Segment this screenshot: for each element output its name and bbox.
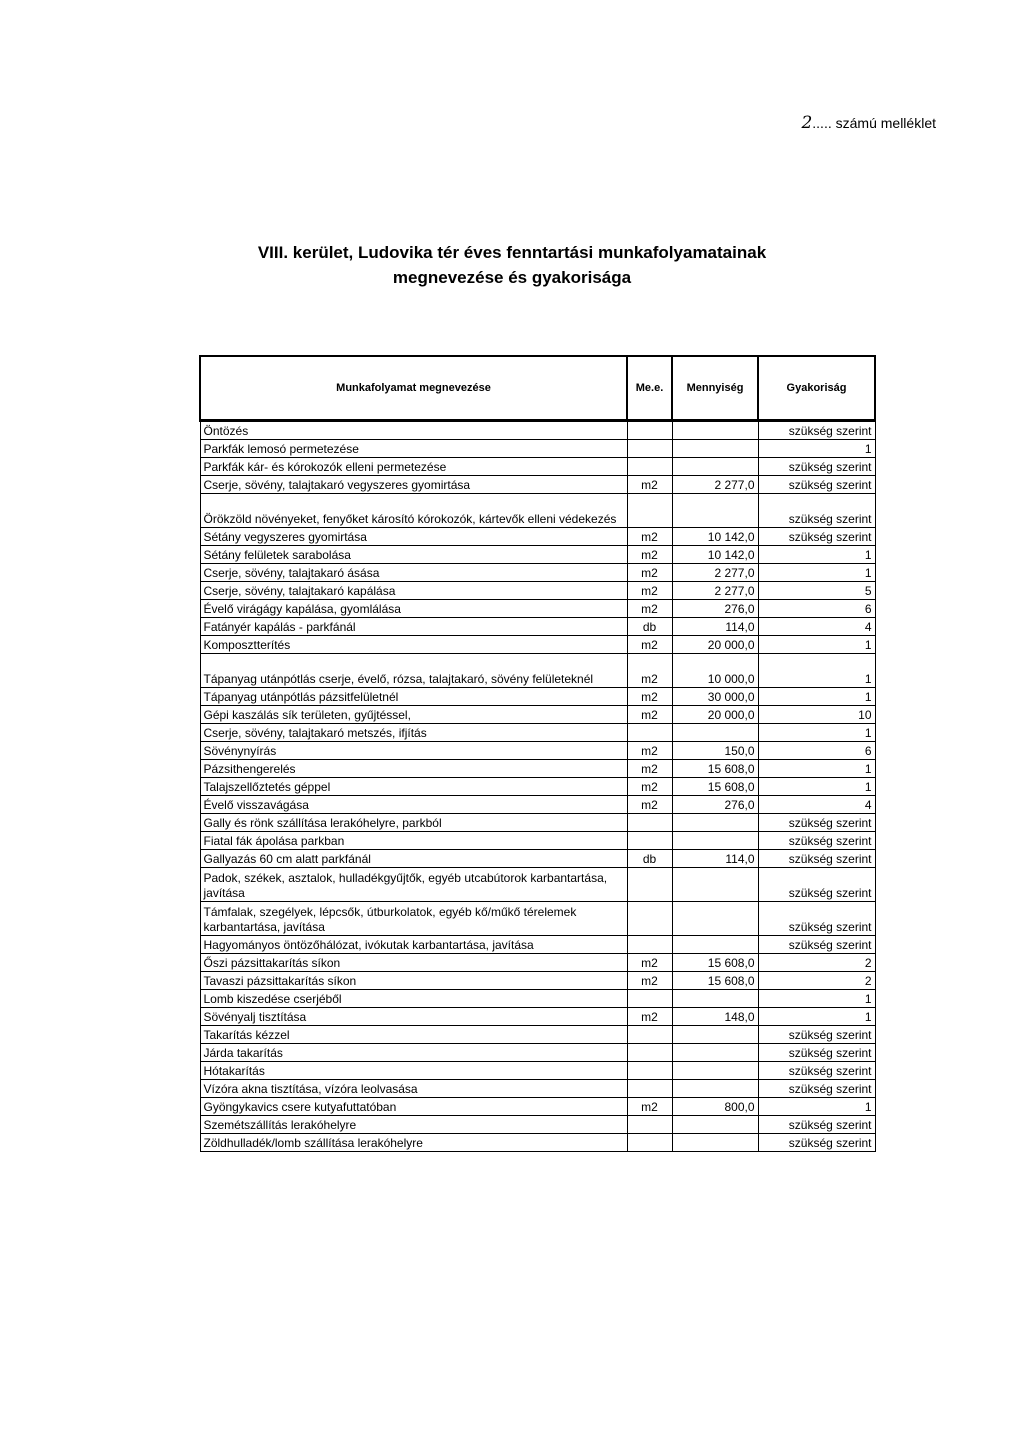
quantity-cell: 20 000,0 — [672, 636, 758, 654]
quantity-cell — [672, 421, 758, 440]
task-name-cell: Támfalak, szegélyek, lépcsők, útburkolatok, egyéb kő/műkő térelemek karbantartása, javítása — [200, 902, 627, 936]
quantity-cell — [672, 1026, 758, 1044]
quantity-cell — [672, 990, 758, 1008]
header-quantity: Mennyiség — [672, 356, 758, 421]
task-name-cell: Őszi pázsittakarítás síkon — [200, 954, 627, 972]
quantity-cell: 10 142,0 — [672, 528, 758, 546]
frequency-cell: 2 — [758, 954, 875, 972]
table-row — [200, 618, 875, 636]
task-name-cell: Gallyazás 60 cm alatt parkfánál — [200, 850, 627, 868]
table-row — [200, 494, 875, 528]
table-row — [200, 990, 875, 1008]
frequency-cell: szükség szerint — [758, 1026, 875, 1044]
document-title — [0, 240, 1024, 290]
frequency-cell: szükség szerint — [758, 528, 875, 546]
frequency-cell: szükség szerint — [758, 850, 875, 868]
unit-cell — [627, 902, 672, 936]
table-row — [200, 868, 875, 902]
unit-cell: m2 — [627, 706, 672, 724]
frequency-cell: 4 — [758, 796, 875, 814]
table-row — [200, 564, 875, 582]
unit-cell: m2 — [627, 528, 672, 546]
frequency-cell: 1 — [758, 440, 875, 458]
table-row — [200, 1062, 875, 1080]
task-name-cell: Cserje, sövény, talajtakaró ásása — [200, 564, 627, 582]
unit-cell: db — [627, 850, 672, 868]
frequency-cell: szükség szerint — [758, 476, 875, 494]
task-name-cell: Tavaszi pázsittakarítás síkon — [200, 972, 627, 990]
quantity-cell — [672, 832, 758, 850]
frequency-cell: 4 — [758, 618, 875, 636]
unit-cell: db — [627, 618, 672, 636]
task-name-cell: Cserje, sövény, talajtakaró vegyszeres gyomirtása — [200, 476, 627, 494]
unit-cell: m2 — [627, 742, 672, 760]
unit-cell: m2 — [627, 546, 672, 564]
quantity-cell: 20 000,0 — [672, 706, 758, 724]
quantity-cell — [672, 1116, 758, 1134]
quantity-cell — [672, 724, 758, 742]
frequency-cell: szükség szerint — [758, 1062, 875, 1080]
unit-cell: m2 — [627, 954, 672, 972]
quantity-cell: 15 608,0 — [672, 972, 758, 990]
task-name-cell: Parkfák lemosó permetezése — [200, 440, 627, 458]
unit-cell: m2 — [627, 972, 672, 990]
table-row — [200, 582, 875, 600]
task-name-cell: Fatányér kapálás - parkfánál — [200, 618, 627, 636]
unit-cell: m2 — [627, 564, 672, 582]
quantity-cell: 10 000,0 — [672, 654, 758, 688]
frequency-cell: szükség szerint — [758, 494, 875, 528]
frequency-cell: 1 — [758, 564, 875, 582]
unit-cell — [627, 936, 672, 954]
tasks-table — [199, 355, 876, 1152]
maintenance-table — [199, 355, 874, 1152]
header-unit: Me.e. — [627, 356, 672, 421]
table-row — [200, 1134, 875, 1152]
unit-cell — [627, 814, 672, 832]
unit-cell: m2 — [627, 796, 672, 814]
unit-cell — [627, 1026, 672, 1044]
quantity-cell: 30 000,0 — [672, 688, 758, 706]
frequency-cell: 1 — [758, 760, 875, 778]
quantity-cell: 150,0 — [672, 742, 758, 760]
task-name-cell: Járda takarítás — [200, 1044, 627, 1062]
unit-cell — [627, 494, 672, 528]
frequency-cell: szükség szerint — [758, 1044, 875, 1062]
table-row — [200, 972, 875, 990]
quantity-cell — [672, 902, 758, 936]
table-row — [200, 688, 875, 706]
frequency-cell: szükség szerint — [758, 868, 875, 902]
table-row — [200, 724, 875, 742]
unit-cell — [627, 440, 672, 458]
frequency-cell: 1 — [758, 724, 875, 742]
annex-label — [801, 113, 936, 133]
quantity-cell: 15 608,0 — [672, 954, 758, 972]
frequency-cell: 1 — [758, 990, 875, 1008]
frequency-cell: 6 — [758, 742, 875, 760]
unit-cell: m2 — [627, 760, 672, 778]
table-row — [200, 654, 875, 688]
quantity-cell — [672, 814, 758, 832]
unit-cell — [627, 1116, 672, 1134]
frequency-cell: szükség szerint — [758, 936, 875, 954]
quantity-cell: 276,0 — [672, 796, 758, 814]
task-name-cell: Cserje, sövény, talajtakaró metszés, ifjítás — [200, 724, 627, 742]
table-row — [200, 954, 875, 972]
unit-cell — [627, 1044, 672, 1062]
table-row — [200, 706, 875, 724]
frequency-cell: 1 — [758, 636, 875, 654]
task-name-cell: Padok, székek, asztalok, hulladékgyűjtők, egyéb utcabútorok karbantartása, javítása — [200, 868, 627, 902]
title-line-1: VIII. kerület, Ludovika tér éves fenntartási munkafolyamatainak — [257, 243, 767, 262]
task-name-cell: Parkfák kár- és kórokozók elleni permetezése — [200, 458, 627, 476]
table-row — [200, 600, 875, 618]
task-name-cell: Hótakarítás — [200, 1062, 627, 1080]
table-body — [200, 421, 875, 1152]
frequency-cell: 1 — [758, 654, 875, 688]
task-name-cell: Talajszellőztetés géppel — [200, 778, 627, 796]
table-row — [200, 1008, 875, 1026]
frequency-cell: szükség szerint — [758, 902, 875, 936]
unit-cell: m2 — [627, 636, 672, 654]
table-row — [200, 796, 875, 814]
table-row — [200, 1116, 875, 1134]
quantity-cell — [672, 1080, 758, 1098]
table-row — [200, 546, 875, 564]
task-name-cell: Tápanyag utánpótlás cserje, évelő, rózsa, talajtakaró, sövény felületeknél — [200, 654, 627, 688]
table-row — [200, 636, 875, 654]
table-row — [200, 1026, 875, 1044]
quantity-cell: 800,0 — [672, 1098, 758, 1116]
quantity-cell: 10 142,0 — [672, 546, 758, 564]
frequency-cell: 1 — [758, 688, 875, 706]
frequency-cell: 5 — [758, 582, 875, 600]
task-name-cell: Cserje, sövény, talajtakaró kapálása — [200, 582, 627, 600]
task-name-cell: Gépi kaszálás sík területen, gyűjtéssel, — [200, 706, 627, 724]
unit-cell — [627, 724, 672, 742]
task-name-cell: Gyöngykavics csere kutyafuttatóban — [200, 1098, 627, 1116]
task-name-cell: Szemétszállítás lerakóhelyre — [200, 1116, 627, 1134]
table-row — [200, 936, 875, 954]
quantity-cell: 2 277,0 — [672, 582, 758, 600]
unit-cell — [627, 832, 672, 850]
unit-cell: m2 — [627, 778, 672, 796]
table-row — [200, 440, 875, 458]
table-row — [200, 1080, 875, 1098]
unit-cell — [627, 458, 672, 476]
header-task-name: Munkafolyamat megnevezése — [200, 356, 627, 421]
task-name-cell: Fiatal fák ápolása parkban — [200, 832, 627, 850]
table-header-row — [200, 356, 875, 421]
task-name-cell: Sétány vegyszeres gyomirtása — [200, 528, 627, 546]
task-name-cell: Takarítás kézzel — [200, 1026, 627, 1044]
unit-cell: m2 — [627, 476, 672, 494]
task-name-cell: Örökzöld növényeket, fenyőket károsító kórokozók, kártevők elleni védekezés — [200, 494, 627, 528]
frequency-cell: 6 — [758, 600, 875, 618]
unit-cell: m2 — [627, 1008, 672, 1026]
frequency-cell: szükség szerint — [758, 458, 875, 476]
quantity-cell — [672, 1044, 758, 1062]
quantity-cell — [672, 1062, 758, 1080]
task-name-cell: Sövényalj tisztítása — [200, 1008, 627, 1026]
table-row — [200, 528, 875, 546]
annex-dots: ..... — [812, 115, 832, 131]
task-name-cell: Öntözés — [200, 421, 627, 440]
frequency-cell: 1 — [758, 1098, 875, 1116]
header-frequency: Gyakoriság — [758, 356, 875, 421]
quantity-cell — [672, 868, 758, 902]
quantity-cell: 2 277,0 — [672, 564, 758, 582]
task-name-cell: Lomb kiszedése cserjéből — [200, 990, 627, 1008]
quantity-cell: 15 608,0 — [672, 760, 758, 778]
frequency-cell: szükség szerint — [758, 832, 875, 850]
table-row — [200, 1044, 875, 1062]
task-name-cell: Évelő virágágy kapálása, gyomlálása — [200, 600, 627, 618]
task-name-cell: Komposztterítés — [200, 636, 627, 654]
quantity-cell — [672, 1134, 758, 1152]
unit-cell — [627, 1062, 672, 1080]
title-line-2: megnevezése és gyakorisága — [392, 268, 632, 287]
table-row — [200, 814, 875, 832]
frequency-cell: szükség szerint — [758, 1080, 875, 1098]
task-name-cell: Gally és rönk szállítása lerakóhelyre, parkból — [200, 814, 627, 832]
table-row — [200, 476, 875, 494]
unit-cell: m2 — [627, 1098, 672, 1116]
table-row — [200, 778, 875, 796]
task-name-cell: Hagyományos öntözőhálózat, ivókutak karbantartása, javítása — [200, 936, 627, 954]
unit-cell — [627, 868, 672, 902]
quantity-cell — [672, 440, 758, 458]
table-row — [200, 850, 875, 868]
frequency-cell: 1 — [758, 546, 875, 564]
task-name-cell: Pázsithengerelés — [200, 760, 627, 778]
unit-cell — [627, 421, 672, 440]
unit-cell — [627, 1134, 672, 1152]
task-name-cell: Sétány felületek sarabolása — [200, 546, 627, 564]
table-row — [200, 760, 875, 778]
annex-text: számú melléklet — [835, 115, 936, 131]
task-name-cell: Tápanyag utánpótlás pázsitfelületnél — [200, 688, 627, 706]
frequency-cell: szükség szerint — [758, 421, 875, 440]
unit-cell: m2 — [627, 688, 672, 706]
quantity-cell: 15 608,0 — [672, 778, 758, 796]
quantity-cell — [672, 494, 758, 528]
frequency-cell: 2 — [758, 972, 875, 990]
table-row — [200, 902, 875, 936]
table-row — [200, 832, 875, 850]
quantity-cell — [672, 458, 758, 476]
task-name-cell: Vízóra akna tisztítása, vízóra leolvasása — [200, 1080, 627, 1098]
unit-cell — [627, 1080, 672, 1098]
quantity-cell: 114,0 — [672, 850, 758, 868]
unit-cell — [627, 990, 672, 1008]
unit-cell: m2 — [627, 654, 672, 688]
frequency-cell: szükség szerint — [758, 814, 875, 832]
quantity-cell: 114,0 — [672, 618, 758, 636]
table-row — [200, 742, 875, 760]
frequency-cell: 1 — [758, 778, 875, 796]
quantity-cell: 276,0 — [672, 600, 758, 618]
table-row — [200, 1098, 875, 1116]
frequency-cell: 10 — [758, 706, 875, 724]
quantity-cell: 2 277,0 — [672, 476, 758, 494]
quantity-cell: 148,0 — [672, 1008, 758, 1026]
task-name-cell: Zöldhulladék/lomb szállítása lerakóhelyre — [200, 1134, 627, 1152]
frequency-cell: szükség szerint — [758, 1134, 875, 1152]
task-name-cell: Évelő visszavágása — [200, 796, 627, 814]
table-row — [200, 421, 875, 440]
task-name-cell: Sövénynyírás — [200, 742, 627, 760]
annex-number: 2 — [801, 113, 813, 133]
frequency-cell: szükség szerint — [758, 1116, 875, 1134]
unit-cell: m2 — [627, 600, 672, 618]
quantity-cell — [672, 936, 758, 954]
unit-cell: m2 — [627, 582, 672, 600]
frequency-cell: 1 — [758, 1008, 875, 1026]
table-row — [200, 458, 875, 476]
